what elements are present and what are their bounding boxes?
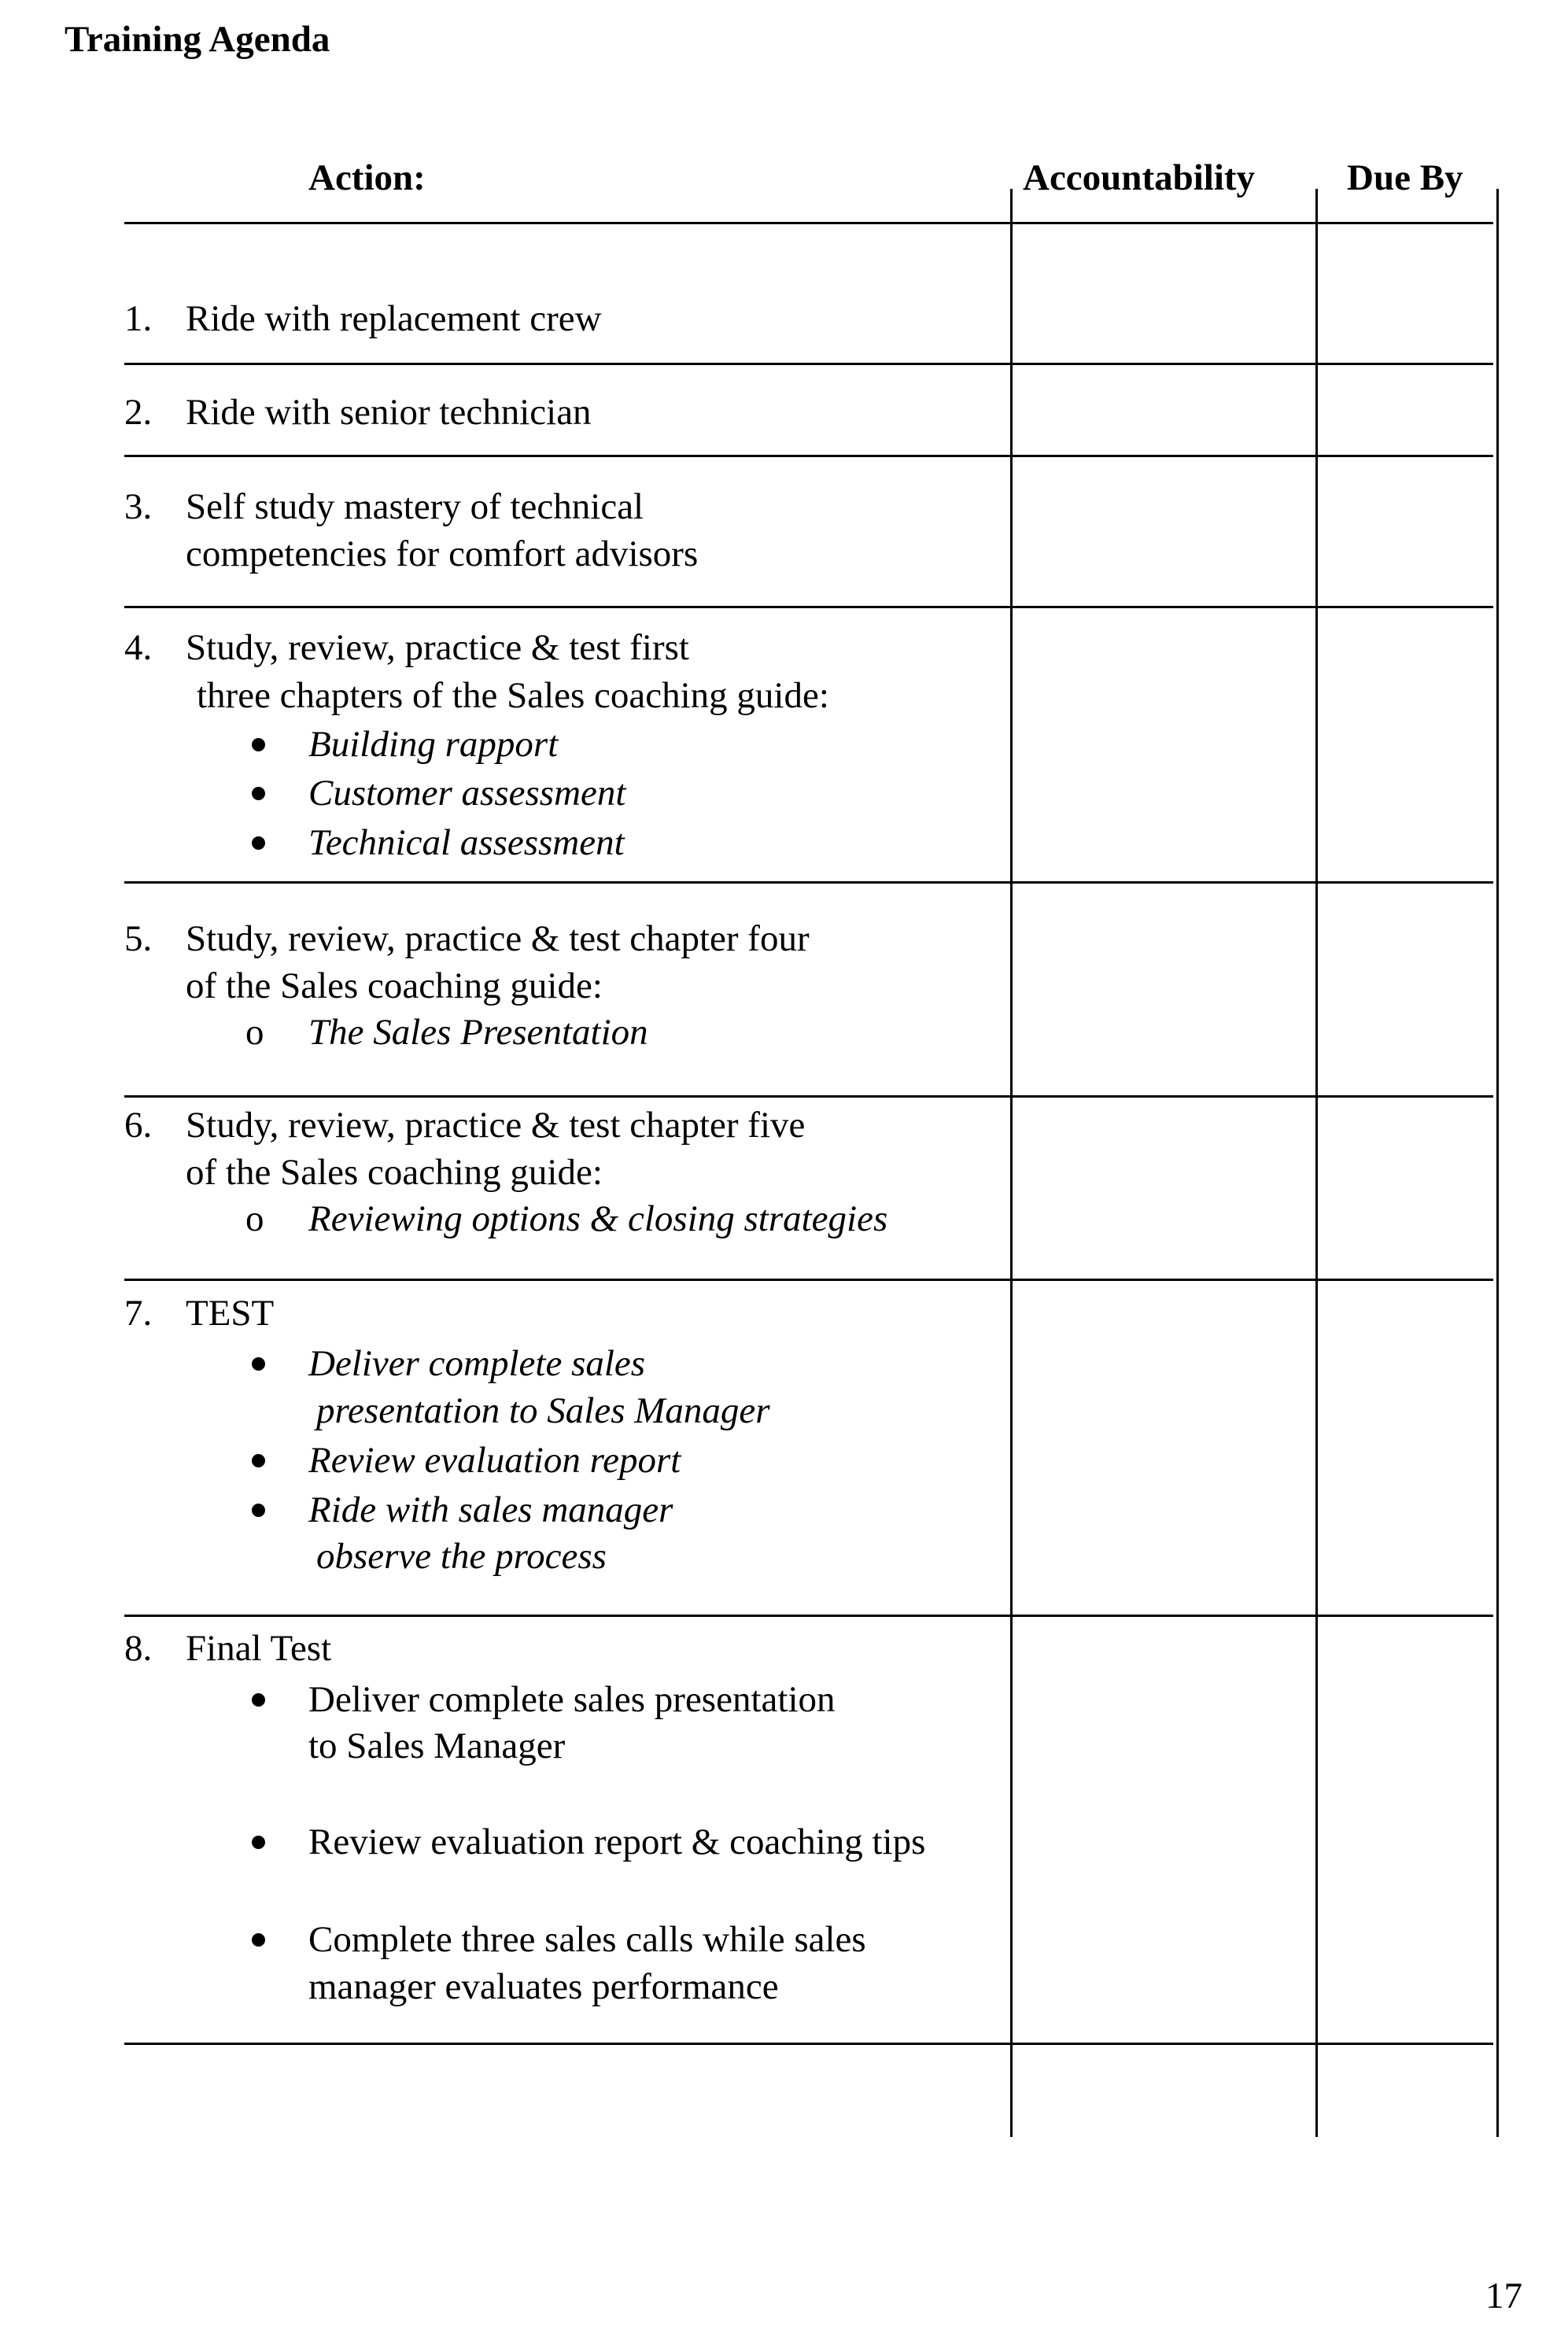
document-title: Training Agenda — [65, 19, 330, 60]
circle-bullet-icon: o — [245, 1198, 264, 1239]
bullet-text-line-2: to Sales Manager — [308, 1725, 566, 1766]
column-divider-due-by — [1315, 189, 1318, 2137]
item-text-line-1: Study, review, practice & test chapter five — [186, 1105, 806, 1146]
bullet-text-line-1: Deliver complete sales — [308, 1343, 646, 1384]
item-number: 7. — [124, 1293, 153, 1334]
bullet-icon — [252, 1693, 265, 1707]
column-divider-accountability — [1010, 189, 1013, 2137]
bullet-icon — [252, 787, 265, 800]
bullet-text-line-1: Deliver complete sales presentation — [308, 1679, 836, 1720]
table-right-border — [1496, 189, 1499, 2137]
circle-bullet-icon: o — [245, 1012, 264, 1053]
bullet-text-line-2: observe the process — [316, 1536, 607, 1577]
row-divider-3 — [124, 606, 1493, 608]
bullet-text-line-1: Ride with sales manager — [308, 1489, 673, 1530]
bullet-text-line-1: Review evaluation report — [308, 1440, 681, 1481]
item-number: 1. — [124, 298, 153, 339]
bullet-text-line-1: Complete three sales calls while sales — [308, 1919, 866, 1960]
item-text: Final Test — [186, 1628, 332, 1669]
row-divider-5 — [124, 1095, 1493, 1098]
row-divider-2 — [124, 455, 1493, 457]
item-text-line-1: Study, review, practice & test first — [186, 627, 689, 668]
bullet-text-line-1: Review evaluation report & coaching tips — [308, 1821, 926, 1862]
item-text-line-2: three chapters of the Sales coaching guide: — [197, 675, 829, 716]
item-text-line-2: of the Sales coaching guide: — [186, 965, 603, 1006]
bullet-icon — [252, 1504, 265, 1517]
column-header-accountability: Accountability — [1023, 157, 1256, 198]
page-number: 17 — [1485, 2275, 1522, 2316]
item-number: 4. — [124, 627, 153, 668]
row-divider-1 — [124, 363, 1493, 365]
item-text-line-2: competencies for comfort advisors — [186, 533, 699, 574]
item-number: 3. — [124, 486, 153, 527]
bullet-icon — [252, 1836, 265, 1849]
bullet-icon — [252, 836, 265, 850]
bullet-text-line-2: manager evaluates performance — [308, 1966, 779, 2007]
item-text: Ride with senior technician — [186, 392, 592, 433]
item-number: 2. — [124, 392, 153, 433]
item-number: 5. — [124, 918, 153, 959]
row-divider-6 — [124, 1279, 1493, 1281]
item-number: 6. — [124, 1105, 153, 1146]
bullet-icon — [252, 1933, 265, 1947]
item-number: 8. — [124, 1628, 153, 1669]
bullet-icon — [252, 1454, 265, 1467]
bullet-text: Customer assessment — [308, 773, 626, 814]
sub-item-text: Reviewing options & closing strategies — [308, 1198, 888, 1239]
row-divider-8 — [124, 2043, 1493, 2045]
sub-item-text: The Sales Presentation — [308, 1012, 648, 1053]
item-text: Ride with replacement crew — [186, 298, 602, 339]
bullet-icon — [252, 738, 265, 751]
item-text-line-1: Study, review, practice & test chapter four — [186, 918, 810, 959]
item-text-line-2: of the Sales coaching guide: — [186, 1152, 603, 1193]
row-divider-4 — [124, 881, 1493, 884]
row-divider-7 — [124, 1615, 1493, 1617]
bullet-text: Building rapport — [308, 724, 559, 765]
bullet-text: Technical assessment — [308, 822, 625, 863]
column-header-due-by: Due By — [1347, 157, 1463, 198]
item-text: TEST — [186, 1293, 275, 1334]
column-header-action: Action: — [308, 157, 426, 198]
item-text-line-1: Self study mastery of technical — [186, 486, 644, 527]
bullet-icon — [252, 1357, 265, 1371]
header-rule — [124, 222, 1493, 224]
bullet-text-line-2: presentation to Sales Manager — [316, 1390, 770, 1431]
